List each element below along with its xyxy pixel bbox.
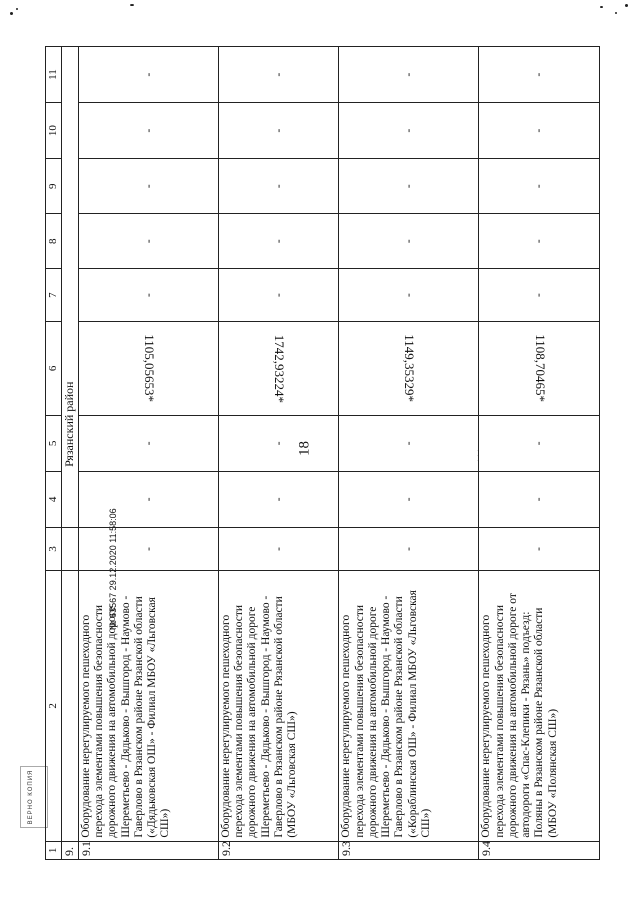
cell-col5: -	[339, 415, 479, 471]
scan-speck	[16, 8, 18, 10]
cell-col3: -	[79, 527, 219, 570]
cell-amount	[479, 322, 600, 416]
header-cell: 8	[46, 214, 62, 269]
amount-value: 1149,35329*	[402, 334, 418, 403]
header-cell: 3	[46, 527, 62, 570]
section-row	[62, 47, 79, 860]
header-cell: 11	[46, 47, 62, 103]
header-cell: 2	[46, 571, 62, 842]
measure-description: Оборудование нерегулируемого пешеходного перехода элементами повышения безопасности дорожного движения на автомобильной дороге Шереметьево - Дядьково - Вышгород - Наумово - Гаверлово в Рязанском районе Рязанской области (МБОУ «Льговская СШ»)	[218, 571, 339, 842]
cell-col4: -	[479, 471, 600, 527]
measures-table	[45, 46, 600, 860]
cell-amount	[79, 322, 219, 416]
section-blank	[62, 527, 79, 570]
cell-col7: -	[218, 269, 339, 322]
header-cell: 6	[46, 322, 62, 416]
cell-col5: -	[218, 415, 339, 471]
cell-col10: -	[79, 103, 219, 159]
amount-value: 1108,70465*	[532, 334, 548, 403]
row-number: 9.2	[218, 841, 339, 859]
cell-col5: -	[79, 415, 219, 471]
scan-speck	[615, 12, 617, 14]
cell-col11: -	[79, 47, 219, 103]
table-row	[218, 47, 339, 860]
cell-col9: -	[218, 159, 339, 214]
cell-col8: -	[339, 214, 479, 269]
district-name: Рязанский район	[62, 47, 79, 528]
cell-amount	[218, 322, 339, 416]
cell-col3: -	[339, 527, 479, 570]
stamp-border	[20, 766, 48, 828]
cell-col3: -	[479, 527, 600, 570]
scan-speck	[10, 12, 13, 15]
page-number: 18	[296, 441, 313, 456]
header-cell: 10	[46, 103, 62, 159]
section-blank	[62, 571, 79, 842]
row-number: 9.4	[479, 841, 600, 859]
cell-col11: -	[339, 47, 479, 103]
cell-col8: -	[218, 214, 339, 269]
header-cell: 4	[46, 471, 62, 527]
cell-col7: -	[339, 269, 479, 322]
header-cell: 9	[46, 159, 62, 214]
cell-amount	[339, 322, 479, 416]
document-registration-code: № 63567 29.12.2020 11:58:06	[108, 508, 118, 630]
header-cell: 5	[46, 415, 62, 471]
cell-col11: -	[479, 47, 600, 103]
cell-col10: -	[218, 103, 339, 159]
cell-col9: -	[339, 159, 479, 214]
cell-col4: -	[218, 471, 339, 527]
row-number: 9.1	[79, 841, 219, 859]
table-row	[479, 47, 600, 860]
cell-col5: -	[479, 415, 600, 471]
measure-description: Оборудование нерегулируемого пешеходного перехода элементами повышения безопасности дорожного движения на автомобильной дороге Шереметьево - Дядьково - Вышгород - Наумово - Гаверлово в Рязанском районе Рязанской области («Дядьковская ОШ» - Филиал МБОУ «Льговская СШ»)	[79, 571, 219, 842]
section-number: 9.	[62, 841, 79, 859]
cell-col7: -	[79, 269, 219, 322]
side-mark: . . .	[470, 449, 482, 462]
cell-col3: -	[218, 527, 339, 570]
amount-value: 1105,05653*	[141, 334, 157, 403]
cell-col7: -	[479, 269, 600, 322]
cell-col11: -	[218, 47, 339, 103]
cell-col4: -	[339, 471, 479, 527]
stamp-text: ВЕРНО КОПИЯ	[28, 769, 34, 825]
table-row	[79, 47, 219, 860]
cell-col8: -	[479, 214, 600, 269]
cell-col10: -	[479, 103, 600, 159]
cell-col4: -	[79, 471, 219, 527]
cell-col9: -	[479, 159, 600, 214]
program-table	[45, 46, 600, 860]
scan-speck	[625, 4, 628, 7]
scan-speck	[600, 6, 603, 8]
cell-col8: -	[79, 214, 219, 269]
header-cell: 7	[46, 269, 62, 322]
table-row	[339, 47, 479, 860]
header-row	[46, 47, 62, 860]
cell-col9: -	[79, 159, 219, 214]
header-cell: 1	[46, 841, 62, 859]
amount-value: 1742,93224*	[272, 334, 288, 403]
cell-col10: -	[339, 103, 479, 159]
measure-description: Оборудование нерегулируемого пешеходного перехода элементами повышения безопасности дорожного движения на автомобильной дороге Шереметьево - Дядьково - Вышгород - Наумово - Гаверлово в Рязанском районе Рязанской области («Кораблинская ОШ» - Филиал МБОУ «Льговская СШ»)	[339, 571, 479, 842]
row-number: 9.3	[339, 841, 479, 859]
scan-speck	[130, 4, 134, 6]
measure-description: Оборудование нерегулируемого пешеходного перехода элементами повышения безопасности дорожного движения на автомобильной дороге от автодороги «Спас-Клепики - Рязань» подъезд: Поляны в Рязанском районе Рязанской области (МБОУ «Полянская СШ»)	[479, 571, 600, 842]
